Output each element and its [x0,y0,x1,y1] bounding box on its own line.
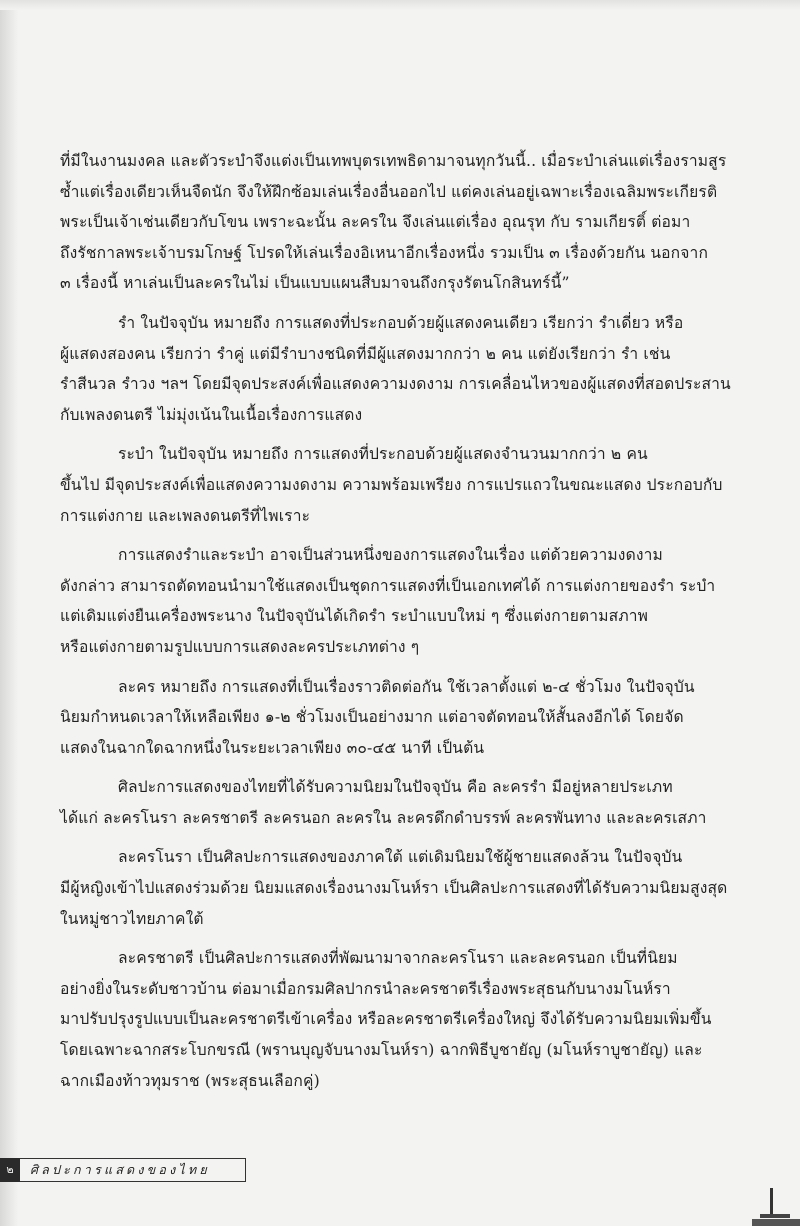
text-line: นิยมกำหนดเวลาให้เหลือเพียง ๑-๒ ชั่วโมงเป็นอย่างมาก แต่อาจตัดทอนให้สั้นลงอีกได้ โดยจัด [60,708,684,727]
text-line: รำสีนวล รำวง ฯลฯ โดยมีจุดประสงค์เพื่อแสดงความงดงาม การเคลื่อนไหวของผู้แสดงที่สอดประสาน [60,375,731,394]
text-line: ละครโนรา เป็นศิลปะการแสดงของภาคใต้ แต่เดิมนิยมใช้ผู้ชายแสดงล้วน ในปัจจุบัน [118,848,683,867]
text-line: ศิลปะการแสดงของไทยที่ได้รับความนิยมในปัจจุบัน คือ ละครรำ มีอยู่หลายประเภท [118,778,673,797]
text-line: ละครชาตรี เป็นศิลปะการแสดงที่พัฒนามาจากละครโนรา และละครนอก เป็นที่นิยม [118,949,678,968]
text-line: ดังกล่าว สามารถตัดทอนนำมาใช้แสดงเป็นชุดการแสดงที่เป็นเอกเทศได้ การแต่งกายของรำ ระบำ [60,576,716,595]
text-line: ขึ้นไป มีจุดประสงค์เพื่อแสดงความงดงาม ความพร้อมเพรียง การแปรแถวในขณะแสดง ประกอบกับ [60,475,723,494]
paragraph-lakhon-definition [60,672,754,764]
text-line: ที่มีในงานมงคล และตัวระบำจึงแต่งเป็นเทพบุตรเทพธิดามาจนทุกวันนี้.. เมื่อระบำเล่นแต่เรื่องรามสูร [60,152,727,170]
page-top-shadow [0,0,800,10]
paragraph-rabam-definition [60,439,754,531]
text-line: ผู้แสดงสองคน เรียกว่า รำคู่ แต่มีรำบางชนิดที่มีผู้แสดงมากกว่า ๒ คน แต่ยังเรียกว่า รำ เช่น [60,344,671,363]
text-line: กับเพลงดนตรี ไม่มุ่งเน้นในเนื้อเรื่องการแสดง [60,405,363,424]
paragraph-lakhon-ram-types [60,772,754,833]
text-line: ระบำ ในปัจจุบัน หมายถึง การแสดงที่ประกอบด้วยผู้แสดงจำนวนมากกว่า ๒ คน [118,445,648,464]
paragraph-lakhon-chatri [60,943,754,1096]
page-gutter-shadow [0,0,18,1226]
text-line: มีผู้หญิงเข้าไปแสดงร่วมด้วย นิยมแสดงเรื่องนางมโนห์รา เป็นศิลปะการแสดงที่ได้รับความนิยมสูงสุด [60,879,728,898]
footer-rule [245,1158,246,1182]
text-line: โดยเฉพาะฉากสระโบกขรณี (พรานบุญจับนางมโนห์รา) ฉากพิธีบูชายัญ (มโนห์ราบูชายัญ) และ [60,1041,703,1060]
paragraph-lakhon-nai-history [60,146,754,299]
text-line: ซ้ำแต่เรื่องเดียวเห็นจืดนัก จึงให้ฝึกซ้อมเล่นเรื่องอื่นออกไป แต่คงเล่นอยู่เฉพาะเรื่องเฉลิมพระเกียรติ [60,182,718,201]
text-line: หรือแต่งกายตามรูปแบบการแสดงละครประเภทต่าง ๆ [60,637,420,656]
text-line: ละคร หมายถึง การแสดงที่เป็นเรื่องราวติดต่อกัน ใช้เวลาตั้งแต่ ๒-๔ ชั่วโมง ในปัจจุบัน [118,677,695,696]
text-line: ถึงรัชกาลพระเจ้าบรมโกษฐ์ โปรดให้เล่นเรื่องอิเหนาอีกเรื่องหนึ่ง รวมเป็น ๓ เรื่องด้วยกัน นอกจาก [60,243,709,262]
paragraph-ram-definition [60,308,754,430]
page-footer [0,1152,800,1192]
text-line: ๓ เรื่องนี้ หาเล่นเป็นละครในไม่ เป็นแบบแผนสืบมาจนถึงกรุงรัตนโกสินทร์นี้” [60,274,570,293]
paragraph-lakhon-nora [60,842,754,934]
running-title: ศิลปะการแสดงของไทย [30,1162,210,1177]
body-text [60,146,754,1096]
text-line: ได้แก่ ละครโนรา ละครชาตรี ละครนอก ละครใน ละครดึกดำบรรพ์ ละครพันทาง และละครเสภา [60,808,707,827]
text-line: ฉากเมืองท้าวทุมราช (พระสุธนเลือกคู่) [60,1071,320,1090]
text-line: การแต่งกาย และเพลงดนตรีที่ไพเราะ [60,506,311,525]
text-line: มาปรับปรุงรูปแบบเป็นละครชาตรีเข้าเครื่อง หรือละครชาตรีเครื่องใหญ่ จึงได้รับความนิยมเพิ่มขึ้น [60,1010,712,1029]
page-number: ๒ [0,1158,20,1182]
text-line: การแสดงรำและระบำ อาจเป็นส่วนหนึ่งของการแสดงในเรื่อง แต่ด้วยความงดงาม [118,546,663,565]
footer-rule [20,1181,246,1182]
text-line: ในหมู่ชาวไทยภาคใต้ [60,909,204,928]
text-line: พระเป็นเจ้าเช่นเดียวกับโขน เพราะฉะนั้น ละครใน จึงเล่นแต่เรื่อง อุณรุท กับ รามเกียรติ์ ต่อมา [60,213,691,232]
text-line: แต่เดิมแต่งยืนเครื่องพระนาง ในปัจจุบันได้เกิดรำ ระบำแบบใหม่ ๆ ซึ่งแต่งกายตามสภาพ [60,607,649,626]
binding-mark [752,1186,800,1226]
paragraph-ram-rabam-performance [60,540,754,662]
text-line: อย่างยิ่งในระดับชาวบ้าน ต่อมาเมื่อกรมศิลปากรนำละครชาตรีเรื่องพระสุธนกับนางมโนห์รา [60,979,671,998]
text-line: แสดงในฉากใดฉากหนึ่งในระยะเวลาเพียง ๓๐-๔๕ นาที เป็นต้น [60,738,485,757]
text-line: รำ ในปัจจุบัน หมายถึง การแสดงที่ประกอบด้วยผู้แสดงคนเดียว เรียกว่า รำเดี่ยว หรือ [118,313,684,332]
